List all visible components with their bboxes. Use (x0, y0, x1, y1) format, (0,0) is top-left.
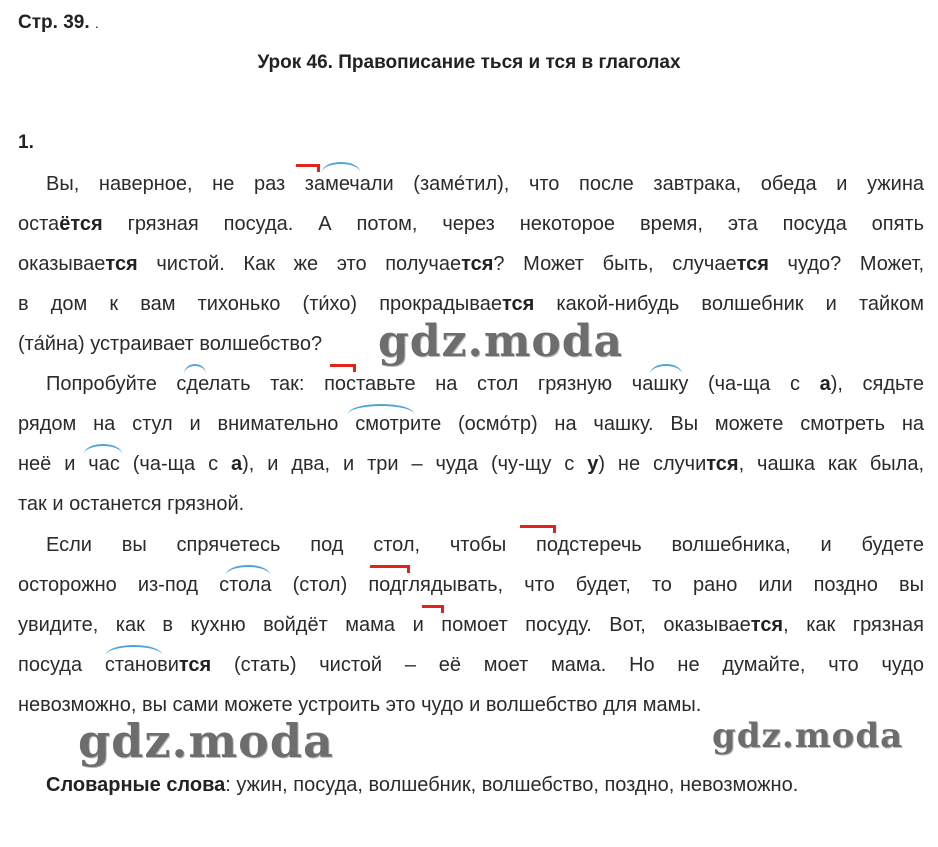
watermark-logo: gdz.moda (78, 714, 334, 768)
root-arc-mark (184, 364, 206, 374)
task-number: 1. (18, 132, 34, 153)
root-arc-mark (322, 162, 360, 172)
text-line-13: посуда становится (стать) чистой – её моет мама. Но не думайте, что чудо (18, 654, 924, 676)
text-line-5: (та́йна) устраивает волшебство? (18, 333, 323, 355)
text-line-2: остаётся грязная посуда. А потом, через некоторое время, эта посуда опять (18, 213, 924, 235)
lesson-title: Урок 46. Правописание ться и тся в глаголах (257, 52, 681, 73)
page-number: Стр. 39. . (18, 12, 99, 33)
text-line-8: неё и час (ча-ща с а), и два, и три – чуда (чу-щу с у) не случится, чашка как была, (18, 453, 925, 475)
orthogram-mark (296, 164, 320, 172)
root-arc-mark (106, 645, 162, 655)
text-line-1: Вы, наверное, не раз замечали (заме́тил), что после завтрака, обеда и ужина (46, 173, 924, 195)
orthogram-mark (330, 364, 356, 372)
watermark-logo: gdz.moda (378, 316, 624, 367)
text-line-6: Попробуйте сделать так: поставьте на стол грязную чашку (ча-ща с а), сядьте (46, 373, 924, 395)
vocabulary-line (18, 773, 924, 797)
text-line-7: рядом на стул и внимательно смотрите (осмо́тр) на чашку. Вы можете смотреть на (18, 413, 924, 435)
vocabulary-words: : ужин, посуда, волшебник, волшебство, поздно, невозможно. (225, 774, 799, 796)
root-arc-mark (84, 444, 122, 454)
text-line-9: так и останется грязной. (18, 493, 245, 515)
root-arc-mark (226, 565, 270, 575)
root-arc-mark (348, 404, 414, 414)
text-line-11: осторожно из-под стола (стол) подглядывать, что будет, то рано или поздно вы (18, 574, 924, 596)
text-line-10: Если вы спрячетесь под стол, чтобы подстеречь волшебника, и будете (46, 534, 924, 556)
text-line-3: оказывается чистой. Как же это получается? Может быть, случается чудо? Может, (18, 253, 924, 275)
orthogram-mark (370, 565, 410, 573)
root-arc-mark (650, 364, 682, 374)
text-line-4: в дом к вам тихонько (ти́хо) прокрадывается какой-нибудь волшебник и тайком (18, 293, 925, 315)
text-line-14: невозможно, вы сами можете устроить это чудо и волшебство для мамы. (18, 694, 702, 716)
orthogram-mark (520, 525, 556, 533)
orthogram-mark (422, 605, 444, 613)
watermark-logo: gdz.moda (712, 716, 904, 756)
vocabulary-label: Словарные слова (46, 774, 226, 796)
text-line-12: увидите, как в кухню войдёт мама и помоет посуду. Вот, оказывается, как грязная (18, 614, 924, 636)
